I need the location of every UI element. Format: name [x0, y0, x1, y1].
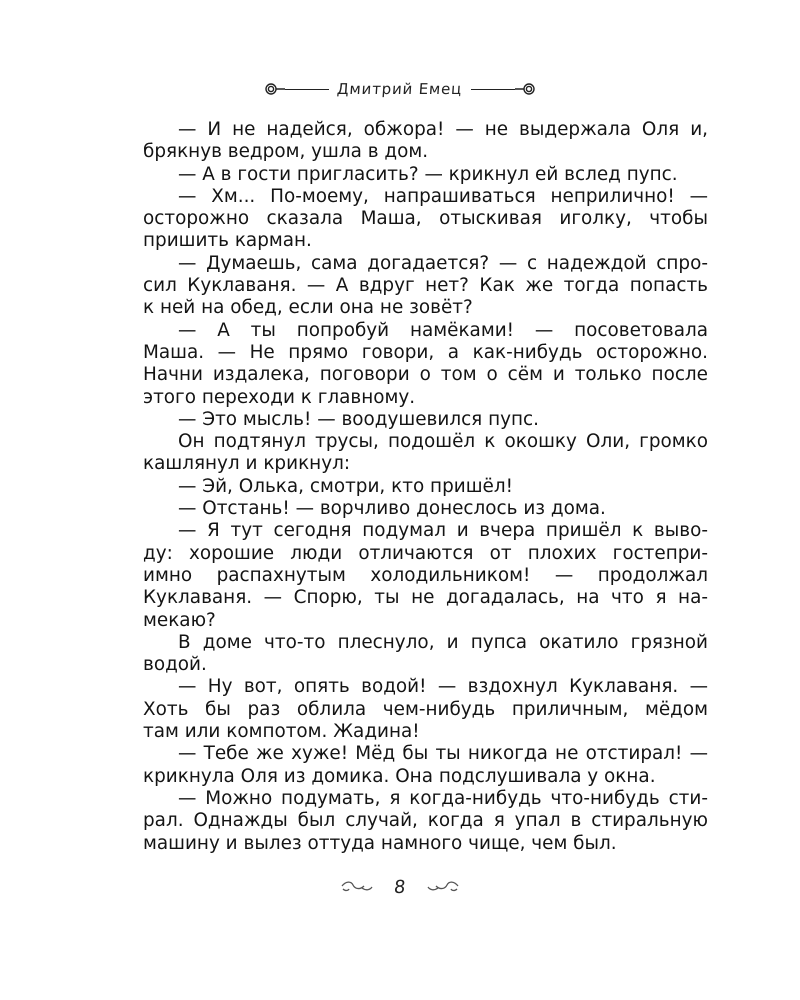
text-line: — Можно подумать, я когда-нибудь что-нибудь сти- — [178, 787, 708, 809]
left-swirl-ornament-icon — [263, 82, 285, 96]
text-line: Начни издалека, поговори о том о сём и только после — [143, 364, 708, 386]
text-line: — Хм... По-моему, напрашиваться неприлично! — — [178, 185, 708, 207]
text-line: рал. Однажды был случай, когда я упал в стиральную — [143, 810, 708, 832]
text-line: ду: хорошие люди отличаются от плохих гостепри- — [143, 542, 708, 564]
page-number: 8 — [393, 876, 407, 898]
header-rule-left — [285, 89, 329, 90]
text-line: — Эй, Олька, смотри, кто пришёл! — [178, 475, 513, 497]
page-footer — [0, 872, 800, 902]
text-line: — Это мысль! — воодушевился пупс. — [178, 408, 539, 430]
right-flourish-icon — [426, 880, 460, 894]
text-line: Куклаваня. — Спорю, ты не догадалась, на что я на- — [143, 587, 708, 609]
text-line: — Отстань! — ворчливо донеслось из дома. — [178, 498, 606, 520]
left-flourish-icon — [340, 880, 374, 894]
running-header — [0, 74, 800, 104]
text-line: там или компотом. Жадина! — [143, 721, 420, 743]
text-line: Маша. — Не прямо говори, а как-нибудь осторожно. — [143, 341, 708, 363]
text-line: этого переходи к главному. — [143, 386, 416, 408]
text-line: — Ну вот, опять водой! — вздохнул Куклаваня. — — [178, 676, 708, 698]
text-line: сил Куклаваня. — А вдруг нет? Как же тогда попасть — [143, 275, 708, 297]
header-rule-right — [471, 89, 515, 90]
text-line: — А в гости пригласить? — крикнул ей вслед пупс. — [178, 163, 678, 185]
right-swirl-ornament-icon — [515, 82, 537, 96]
page-body-text — [143, 119, 708, 855]
text-line: пришить карман. — [143, 230, 312, 252]
text-line: Он подтянул трусы, подошёл к окошку Оли, громко — [178, 431, 708, 453]
text-line: к ней на обед, если она не зовёт? — [143, 297, 473, 319]
text-line: имно распахнутым холодильником! — продолжал — [143, 564, 708, 586]
text-line: машину и вылез оттуда намного чище, чем был. — [143, 832, 617, 854]
text-line: — А ты попробуй намёками! — посоветовала — [178, 319, 708, 341]
text-line: водой. — [143, 654, 207, 676]
text-line: — И не надейся, обжора! — не выдержала Оля и, — [178, 119, 708, 140]
text-line: мекаю? — [143, 609, 216, 631]
text-line: В доме что-то плеснуло, и пупса окатило грязной — [178, 631, 708, 653]
author-name: Дмитрий Емец — [336, 80, 464, 98]
text-line: — Думаешь, сама догадается? — с надеждой спро- — [178, 252, 708, 274]
text-line: осторожно сказала Маша, отыскивая иголку, чтобы — [143, 208, 708, 230]
text-line: крикнула Оля из домика. Она подслушивала у окна. — [143, 765, 656, 787]
text-line: — Я тут сегодня подумал и вчера пришёл к выво- — [178, 520, 708, 542]
text-line: — Тебе же хуже! Мёд бы ты никогда не отстирал! — — [178, 743, 708, 765]
text-line: брякнув ведром, ушла в дом. — [143, 141, 429, 163]
text-line: Хоть бы раз облила чем-нибудь приличным, мёдом — [143, 698, 708, 720]
text-line: кашлянул и крикнул: — [143, 453, 351, 475]
